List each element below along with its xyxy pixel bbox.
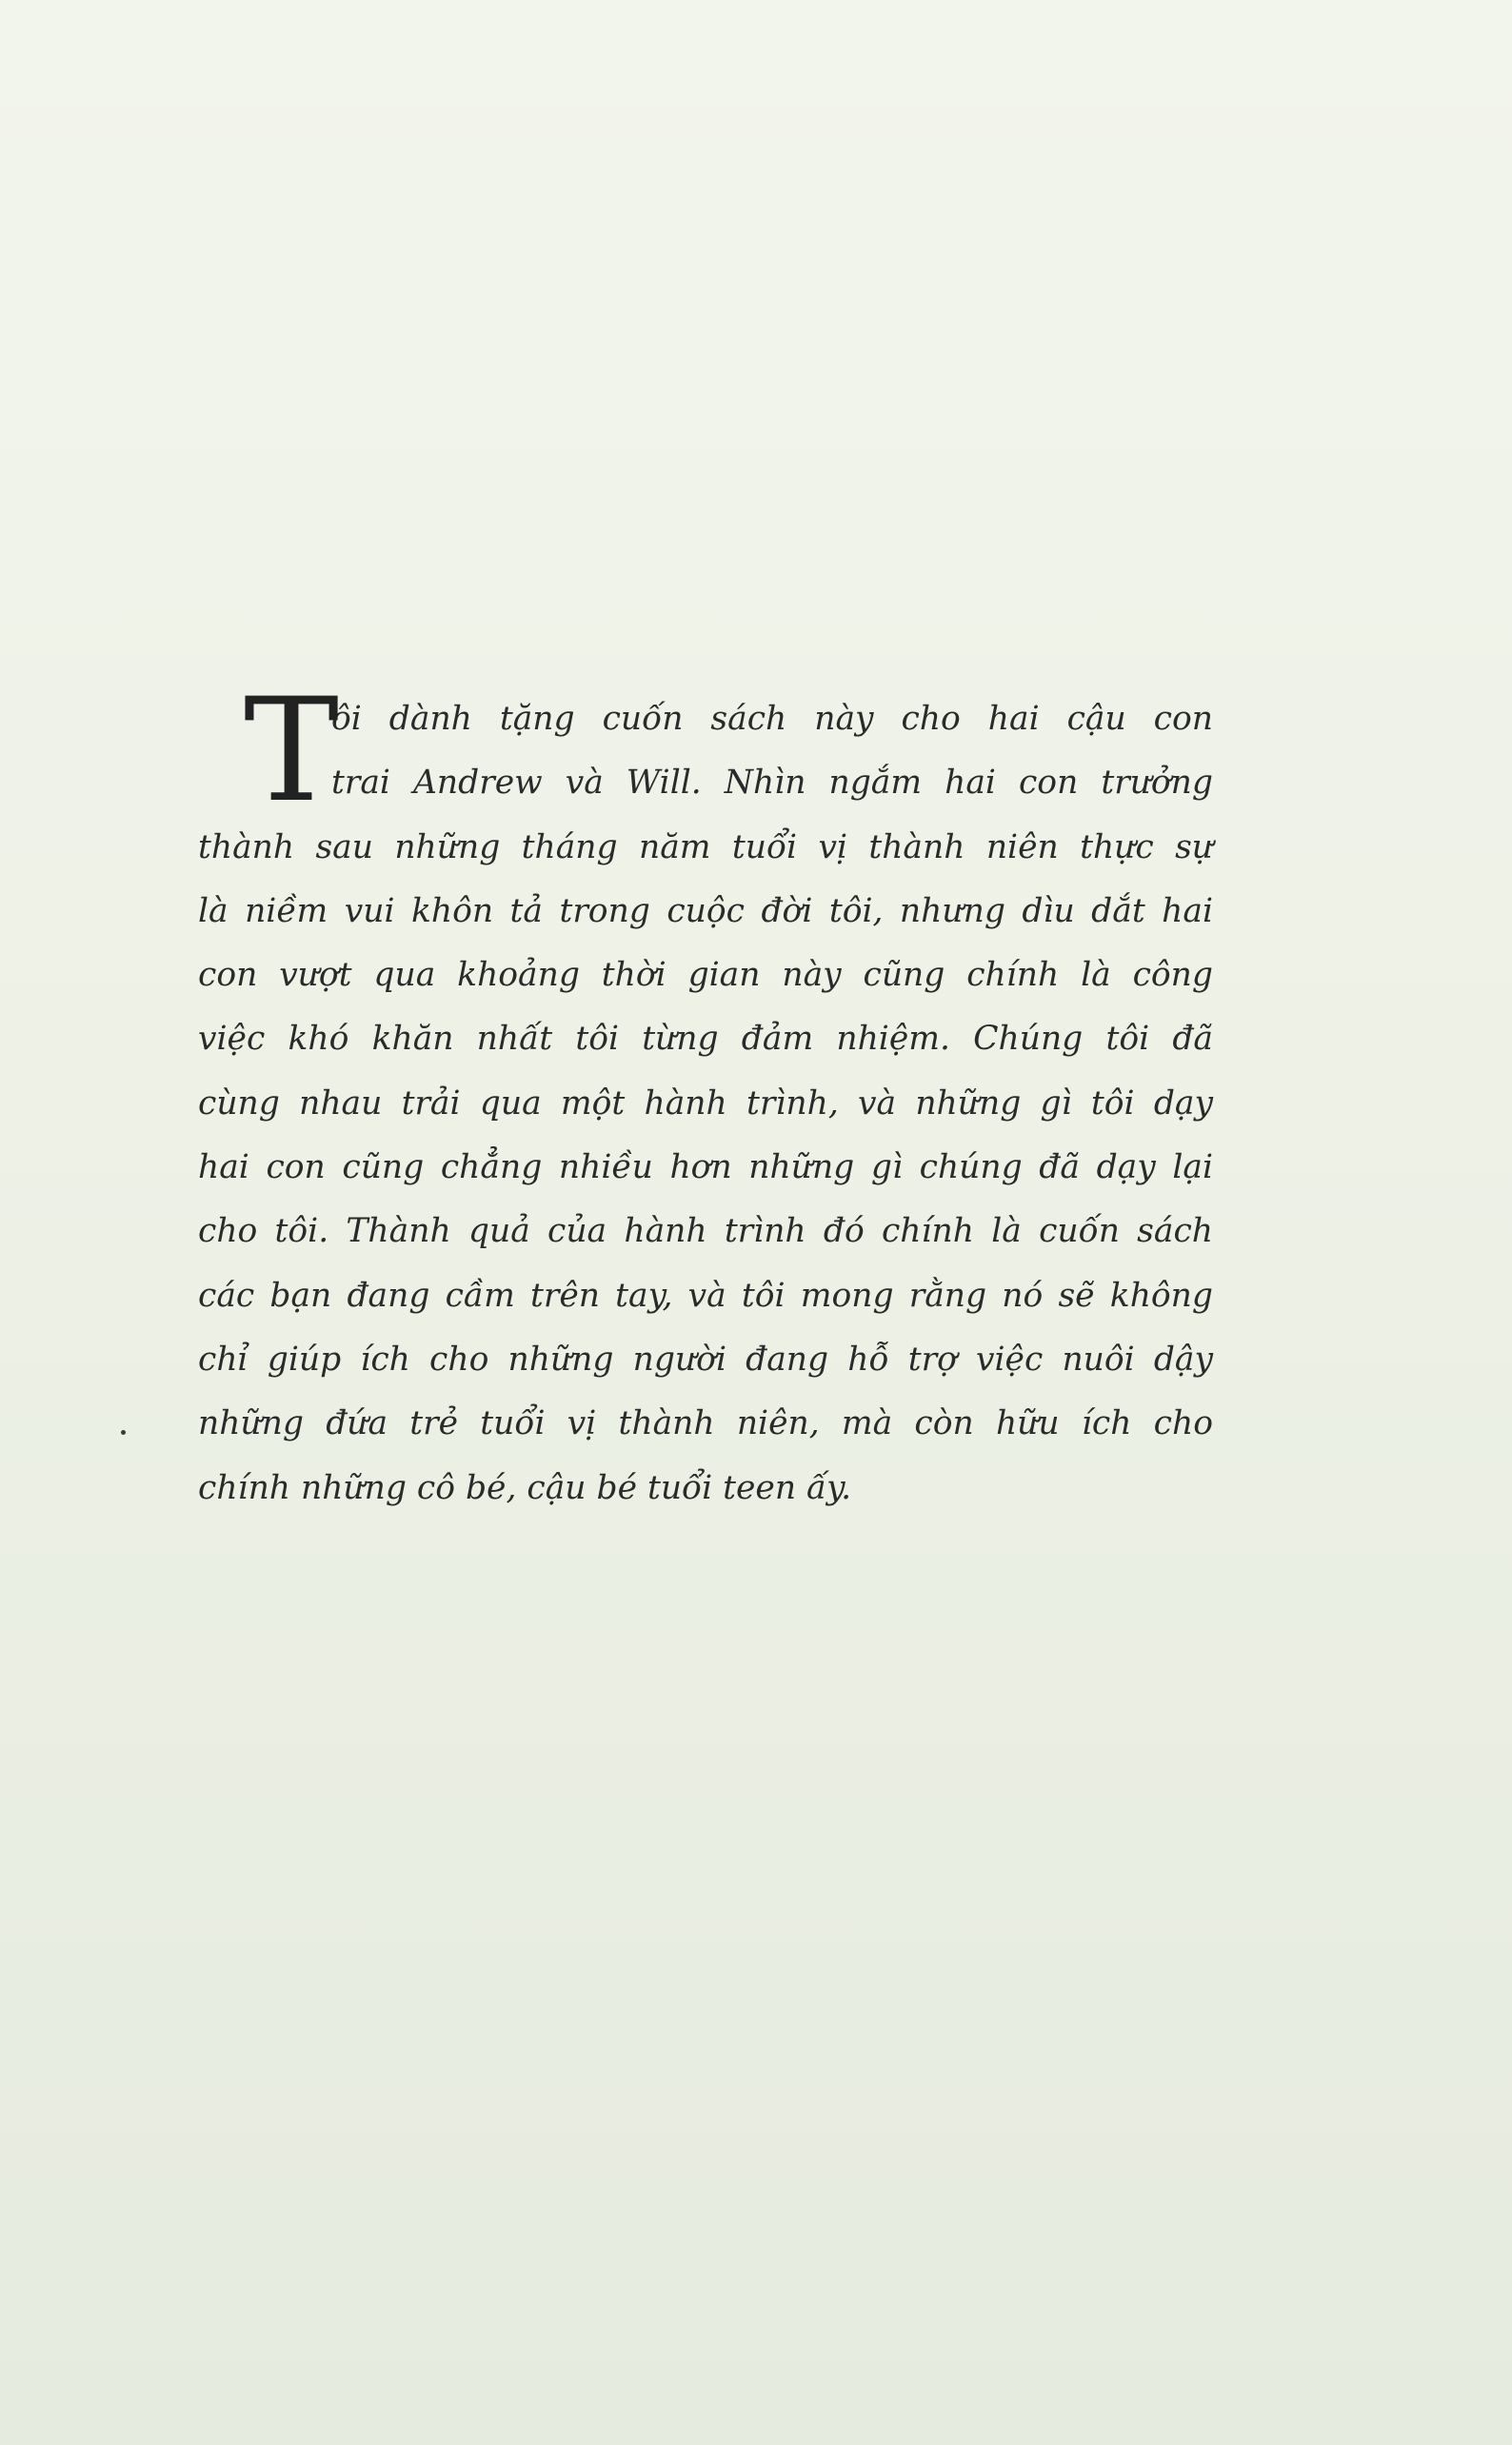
text-line: chỉ giúp ích cho những người đang hỗ trợ việc nuôi dậy [198,1340,1213,1379]
text-line: con vượt qua khoảng thời gian này cũng chính là công [198,956,1213,995]
text-line: thành sau những tháng năm tuổi vị thành niên thực sự [198,827,1213,866]
text-line: ôi dành tặng cuốn sách này cho hai cậu con [331,700,1213,738]
drop-cap: T [244,668,340,834]
paper-speck [121,1430,126,1435]
text-line: các bạn đang cầm trên tay, và tôi mong rằng nó sẽ không [198,1276,1213,1315]
text-line: là niềm vui khôn tả trong cuộc đời tôi, nhưng dìu dắt hai [198,891,1213,930]
text-line: hai con cũng chẳng nhiều hơn những gì chúng đã dạy lại [198,1148,1213,1187]
text-line: việc khó khăn nhất tôi từng đảm nhiệm. Chúng tôi đã [198,1020,1213,1059]
text-line: cùng nhau trải qua một hành trình, và những gì tôi dạy [198,1083,1213,1123]
text-line: những đứa trẻ tuổi vị thành niên, mà còn hữu ích cho [198,1404,1213,1443]
text-line: chính những cô bé, cậu bé tuổi teen ấy. [198,1468,852,1507]
text-line: cho tôi. Thành quả của hành trình đó chính là cuốn sách [198,1212,1213,1251]
dedication-text [198,668,1213,1521]
text-line: trai Andrew và Will. Nhìn ngắm hai con trưởng [331,764,1213,803]
